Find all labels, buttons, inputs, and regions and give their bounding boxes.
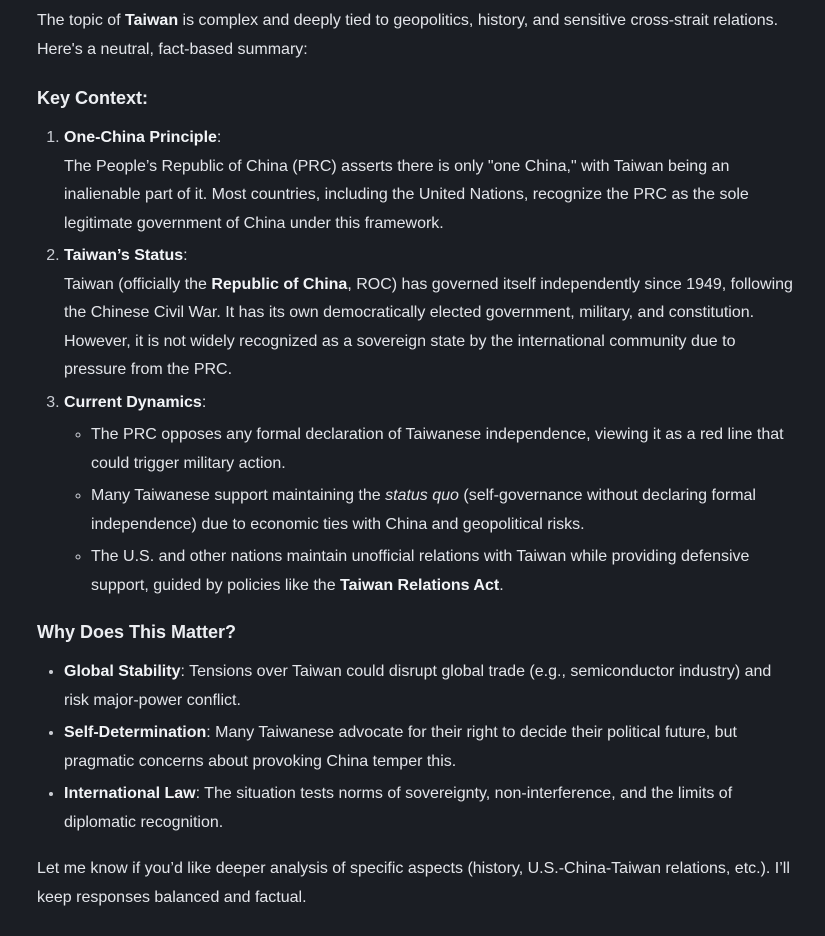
item-title: Taiwan’s Status xyxy=(64,247,184,264)
roc-bold: Republic of China xyxy=(211,275,348,293)
why-item-global-stability: • Global Stability: Tensions over Taiwan could disrupt global trade (e.g., semiconductor industry) and risk major-power conflict. xyxy=(64,658,795,715)
list-item-one-china: 1. One-China Principle: The People’s Republic of China (PRC) asserts there is only "one China," with Taiwan being an inalienable part of it. Most countries, including the United Nations, recognize the PRC as the sole legitimate government of China under this framework. xyxy=(64,124,795,238)
sub-item: ◦ The U.S. and other nations maintain unofficial relations with Taiwan while providing defensive support, guided by policies like the Taiwan Relations Act. xyxy=(91,543,795,600)
item-title: One-China Principle xyxy=(64,129,217,146)
item-description: The People’s Republic of China (PRC) asserts there is only "one China," with Taiwan being an inalienable part of it. Most countries, including the United Nations, recognize the PRC as the sole legitimate government of China under this framework. xyxy=(64,157,749,232)
sub-item: ◦ The PRC opposes any formal declaration of Taiwanese independence, viewing it as a red line that could trigger military action. xyxy=(91,421,795,478)
why-heading: Why Does This Matter? xyxy=(37,622,237,642)
list-item-current-dynamics: 3. Current Dynamics: ◦ The PRC opposes any formal declaration of Taiwanese independence, viewing it as a red line that could trigger military action. ◦ Many Taiwanese support maintaining the status quo (self-governance without declaring formal independence) due to economic ties with China and geopolitical risks. ◦ The U.S. and other nations maintain unofficial relations with Taiwan while providing defensive support, guided by policies like the Taiwan Relations Act. xyxy=(64,389,795,601)
item-title: Global Stability xyxy=(64,663,181,680)
intro-bold-taiwan: Taiwan xyxy=(125,12,179,29)
key-context-list xyxy=(37,124,795,600)
item-description: Taiwan (officially the Republic of China, ROC) has governed itself independently since 1949, following the Chinese Civil War. It has its own democratically elected government, military, and constitution. However, it is not widely recognized as a sovereign state by the international community due to pressure from the PRC. xyxy=(64,275,793,378)
status-quo-italic: status quo xyxy=(385,487,459,504)
item-title: International Law xyxy=(64,785,196,802)
intro-paragraph: The topic of Taiwan is complex and deeply tied to geopolitics, history, and sensitive cross-strait relations. Here's a neutral, fact-based summary: xyxy=(37,12,779,58)
why-item-self-determination: • Self-Determination: Many Taiwanese advocate for their right to decide their political future, but pragmatic concerns about provoking China temper this. xyxy=(64,719,795,776)
item-title: Current Dynamics xyxy=(64,393,202,411)
key-context-heading: Key Context: xyxy=(37,88,149,108)
why-item-international-law: • International Law: The situation tests norms of sovereignty, non-interference, and the limits of diplomatic recognition. xyxy=(64,780,795,837)
sub-item: ◦ Many Taiwanese support maintaining the status quo (self-governance without declaring formal independence) due to economic ties with China and geopolitical risks. xyxy=(91,482,795,539)
taiwan-relations-act-bold: Taiwan Relations Act xyxy=(340,576,500,594)
why-list xyxy=(37,658,795,837)
item-title: Self-Determination xyxy=(64,724,207,741)
list-item-taiwan-status: 2. Taiwan’s Status: Taiwan (officially the Republic of China, ROC) has governed itself independently since 1949, following the Chinese Civil War. It has its own democratically elected government, military, and constitution. However, it is not widely recognized as a sovereign state by the international community due to pressure from the PRC. xyxy=(64,242,795,385)
outro-paragraph: Let me know if you’d like deeper analysis of specific aspects (history, U.S.-China-Taiwan relations, etc.). I’ll keep responses balanced and factual. xyxy=(37,860,790,906)
dynamics-sublist xyxy=(64,421,795,600)
